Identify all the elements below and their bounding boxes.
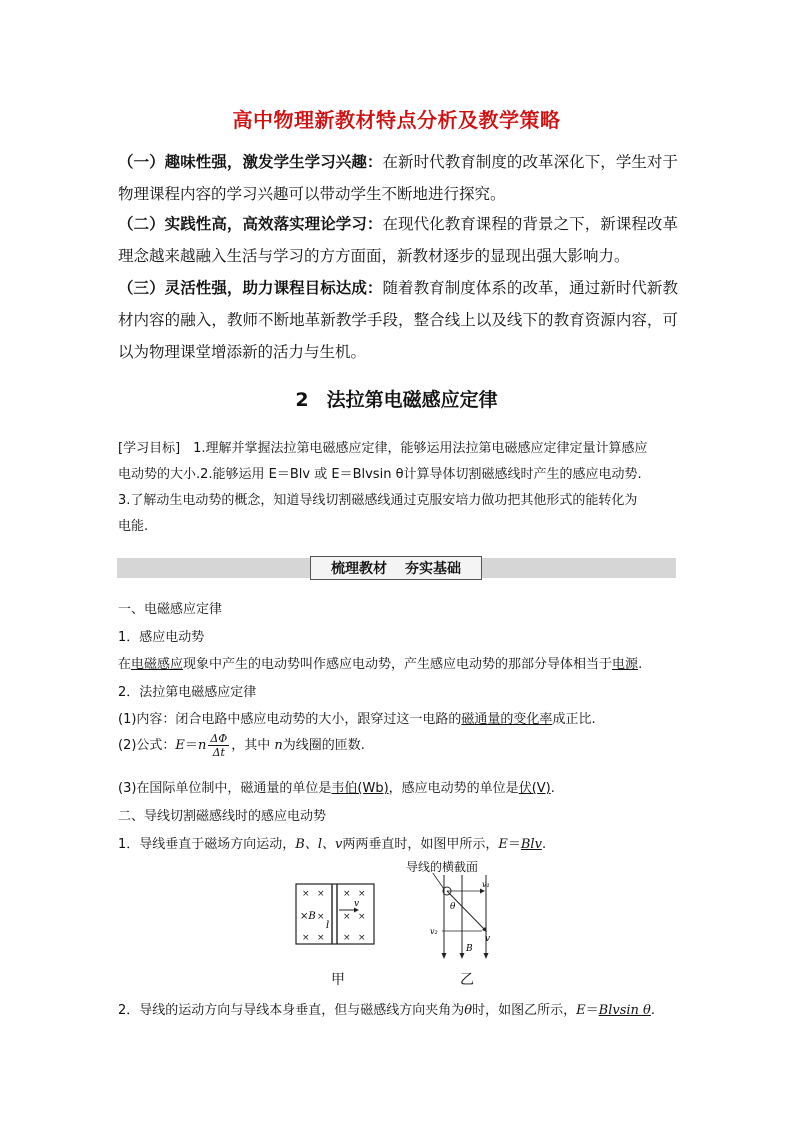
text-segment: 在 — [118, 657, 132, 672]
var-n: n — [197, 738, 207, 753]
chapter-heading — [0, 385, 793, 412]
banner-right-label: 夯实基础 — [405, 561, 461, 577]
figure-yi-B-label: B — [466, 944, 473, 954]
banner-left-label: 梳理教材 — [331, 561, 387, 577]
figure-yi-caption: 乙 — [460, 972, 474, 988]
figure-yi-top-label: 导线的横截面 — [406, 860, 479, 874]
answer-underline-6: Blv — [520, 837, 542, 852]
section1-item3 — [118, 777, 555, 796]
intro-text-1: 在新时代教育制度的改革深化下，学生对于物理课程内容的学习兴趣可以带动学生不断地进行探究。 — [118, 153, 678, 203]
answer-underline-4: 韦伯(Wb) — [331, 781, 389, 796]
text-segment: 时，如图乙所示， — [472, 1003, 577, 1018]
text-segment: . — [550, 781, 555, 796]
section1-sub2: 2．法拉第电磁感应定律 — [118, 685, 257, 700]
intro-paragraph-2 — [118, 208, 678, 272]
section1-item2 — [118, 732, 365, 759]
figure-yi-v1-label: v₁ — [482, 880, 490, 889]
figure-yi — [420, 873, 500, 963]
answer-underline-2: 电源 — [612, 657, 639, 672]
intro-paragraph-3 — [118, 272, 678, 368]
text-segment: 现象中产生的电动势叫作感应电动势，产生感应电动势的那部分导体相当于 — [183, 657, 613, 672]
chapter-title: 法拉第电磁感应定律 — [326, 389, 498, 411]
var-theta: θ — [464, 1003, 473, 1018]
intro-paragraph-1 — [118, 146, 678, 210]
intro-lead-3: （三）灵活性强，助力课程目标达成： — [118, 279, 383, 297]
intro-text-2: 在现代化教育课程的背景之下，新课程改革理念越来越融入生活与学习的方方面面，新教材逐步的显现出强大影响力。 — [118, 215, 678, 265]
vars-Blv: B、l、v — [295, 837, 343, 852]
svg-text:×: × — [343, 933, 351, 943]
figure-jia — [290, 878, 380, 950]
answer-underline-5: 伏(V) — [518, 781, 551, 796]
svg-text:×: × — [343, 889, 351, 899]
section1-sub1-text — [118, 653, 642, 672]
section1-heading: 一、电磁感应定律 — [118, 602, 223, 617]
text-segment: ，感应电动势的单位是 — [388, 781, 519, 796]
answer-underline-1: 电磁感应 — [131, 657, 184, 672]
answer-underline-7: Blvsin θ — [598, 1003, 651, 1018]
section1-item1 — [118, 708, 596, 727]
fraction-numerator: ΔΦ — [210, 732, 228, 745]
section1-sub1: 1．感应电动势 — [118, 630, 205, 645]
section2-p2 — [118, 999, 655, 1018]
svg-text:×: × — [358, 933, 366, 943]
svg-text:×: × — [317, 912, 325, 922]
intro-text-3: 随着教育制度体系的改革，通过新时代新教材内容的融入，教师不断地革新教学手段，整合线上以及线下的教育资源内容，可以为物理课堂增添新的活力与生机。 — [118, 279, 678, 361]
svg-text:×: × — [302, 889, 310, 899]
text-segment: (3)在国际单位制中，磁通量的单位是 — [118, 781, 332, 796]
text-segment: (2)公式： — [118, 738, 176, 753]
svg-text:×: × — [358, 889, 366, 899]
section2-p1 — [118, 833, 546, 852]
text-segment: 成正比. — [552, 712, 596, 727]
text-segment: . — [650, 1003, 655, 1018]
text-segment: 两两垂直时，如图甲所示， — [342, 837, 499, 852]
svg-text:×: × — [317, 933, 325, 943]
learning-goals-line-2: 电动势的大小.2.能够运用 E＝Blv 或 E＝Blvsin θ计算导体切割磁感线时产生的感应电动势. — [118, 467, 642, 482]
section-banner — [310, 556, 482, 580]
text-segment: ，其中 — [231, 738, 275, 753]
chapter-number: 2 — [295, 389, 309, 411]
equals-sign: ＝ — [184, 738, 198, 753]
page-title: 高中物理新教材特点分析及教学策略 — [232, 108, 561, 132]
svg-text:×: × — [343, 912, 351, 922]
svg-text:×: × — [302, 933, 310, 943]
learning-goals-line-4: 电能. — [118, 519, 149, 534]
equals-sign: ＝ — [507, 837, 521, 852]
equals-sign: ＝ — [585, 1003, 599, 1018]
learning-goals-line-1: [学习目标] 1.理解并掌握法拉第电磁感应定律，能够运用法拉第电磁感应定律定量计算感应 — [118, 441, 648, 456]
svg-text:×: × — [317, 889, 325, 899]
figure-jia-l-label: l — [326, 920, 330, 931]
fraction-denominator: Δt — [212, 746, 225, 759]
figure-jia-caption: 甲 — [331, 972, 345, 988]
intro-lead-2: （二）实践性高，高效落实理论学习： — [118, 215, 383, 233]
text-segment: 2．导线的运动方向与导线本身垂直，但与磁感线方向夹角为 — [118, 1003, 465, 1018]
figure-yi-v-label: v — [485, 934, 491, 944]
figure-yi-theta-label: θ — [450, 902, 456, 912]
text-segment: 为线圈的匝数. — [282, 738, 365, 753]
intro-lead-1: （一）趣味性强，激发学生学习兴趣： — [118, 153, 383, 171]
figure-jia-v-label: v — [354, 899, 360, 909]
var-n: n — [274, 738, 283, 753]
text-segment: (1)内容：闭合电路中感应电动势的大小，跟穿过这一电路的 — [118, 712, 462, 727]
var-E: E — [576, 1003, 586, 1018]
var-E: E — [498, 837, 508, 852]
answer-underline-3: 磁通量的变化率 — [461, 712, 553, 727]
figure-jia-B-label: ×B — [300, 911, 316, 922]
var-E: E — [175, 738, 185, 753]
text-segment: . — [541, 837, 547, 852]
figure-yi-v2-label: v₂ — [430, 927, 438, 936]
formula-fraction — [208, 732, 229, 759]
section2-heading: 二、导线切割磁感线时的感应电动势 — [118, 809, 327, 824]
text-segment: . — [638, 657, 643, 672]
learning-goals-line-3: 3.了解动生电动势的概念，知道导线切割磁感线通过克服安培力做功把其他形式的能转化为 — [118, 493, 638, 508]
text-segment: 1．导线垂直于磁场方向运动， — [118, 837, 296, 852]
svg-text:×: × — [358, 912, 366, 922]
